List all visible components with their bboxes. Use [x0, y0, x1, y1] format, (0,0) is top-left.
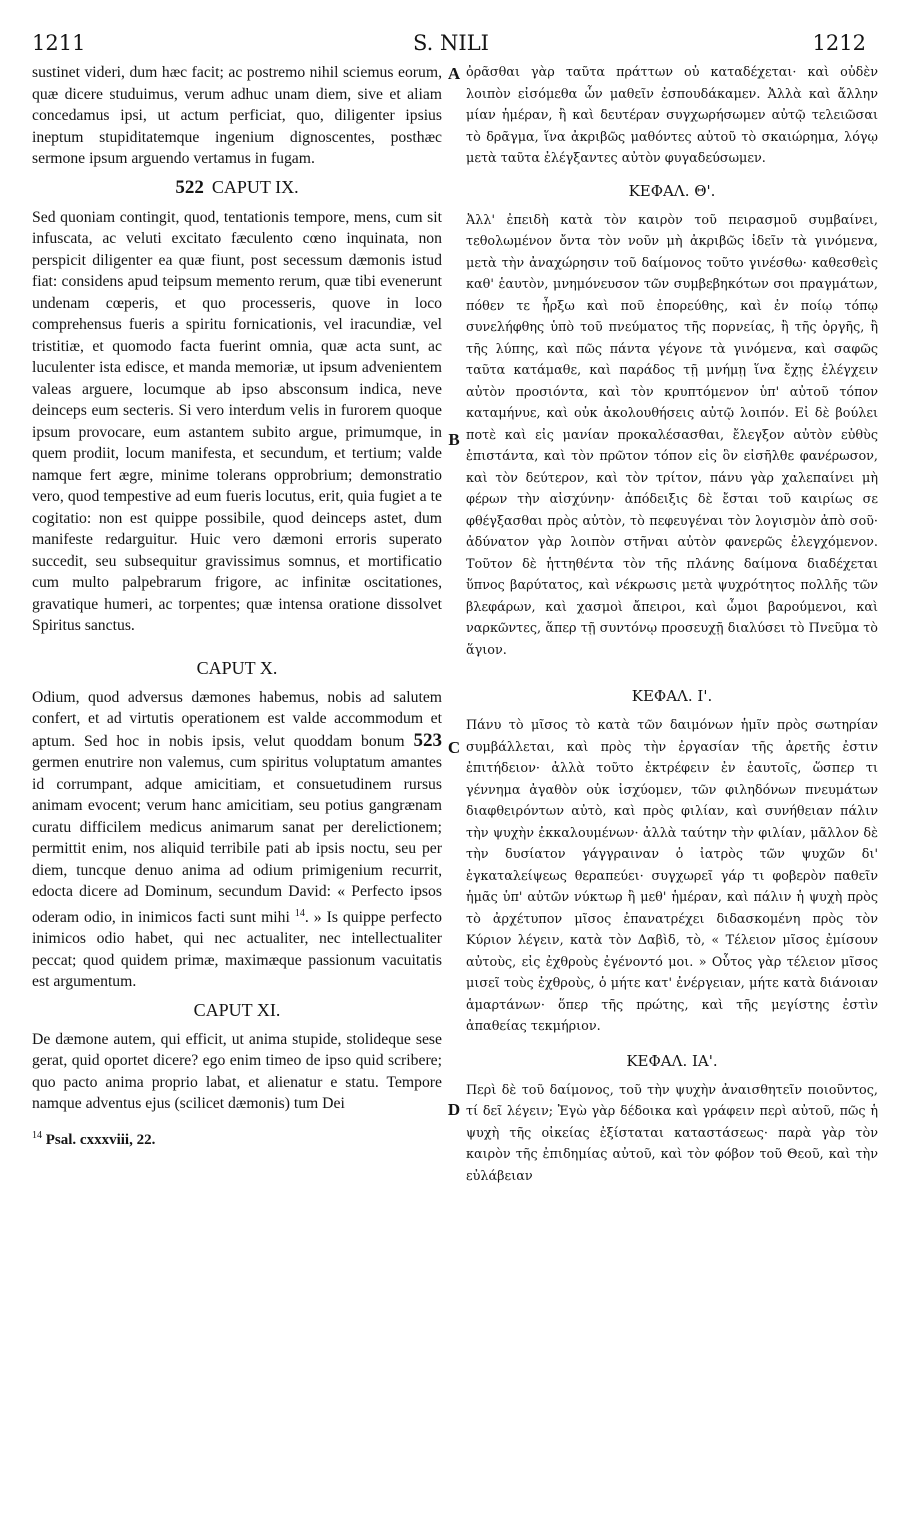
greek-chapter-10-title: ΚΕΦΑΛ. Ι'. [631, 687, 713, 705]
greek-chapter-9-title: ΚΕΦΑΛ. Θ'. [628, 181, 716, 200]
latin-chapter-10-text-b: germen enutrire non valemus, cum spiritus voluptatum amantes id corrumpant, adque amicitiam, et consuetudinem rursus animam evocent; verum hanc amicitiam, seu potius gangrænam curatu difficilem medicus animarum sanat per derelictionem; permittit enim, nos aliquid terribile pati ab ipsis noctu, seu per diem, tuncque denuo anima ad odium primigenium recurrit, edocta dicere ad Dominum, secundum David: « Perfecto ipsos oderam odio, in inimicos facti sunt mihi [32, 754, 442, 926]
running-title: S. NILI [413, 31, 489, 55]
margin-letter-d: D [447, 1100, 461, 1119]
greek-chapter-11-title: ΚΕΦΑΛ. ΙΑ'. [626, 1051, 718, 1070]
margin-letter-c: C [447, 738, 461, 757]
greek-chapter-10-text: Πάνυ τὸ μῖσος τὸ κατὰ τῶν δαιμόνων ἡμῖν πρὸς σωτηρίαν συμβάλλεται, καὶ πρὸς τὴν ἐργασίαν τῆς ἀρετῆς ἐστιν ἐπιτήδειον· ἀλλὰ τοῦτο ἐκτρέφειν ἐν ἑαυτοῖς, ὥσπερ τι γέννημα ἀγαθὸν οὐκ ἰσχύομεν, τῶν φιληδόνων πνευμάτων διαφθειρόντων αὐτὸ, καὶ πρὸς φιλίαν, καὶ συνήθειαν πάλιν τὴν ψυχὴν ἐκκαλουμένων· ἀλλὰ ταύτην τὴν φιλίαν, μᾶλλον δὲ τὴν δυσίατον γάγγραιναν ὁ ἰατρὸς τῶν ψυχῶν δι' ἐγκαταλείψεως θεραπεύει· συγχωρεῖ γάρ τι φοβερὸν παθεῖν ἡμᾶς ὑπ' αὐτῶν νύκτωρ ἢ μεθ' ἡμέραν, καὶ πάλιν ἡ ψυχὴ πρὸς τὸ ἀρχέτυπον μῖσος ἐπανατρέχει διδασκομένη πρὸς τὸν Κύριον λέγειν, κατὰ τὸν Δαβὶδ, τὸ, « Τέλειον μῖσος ἐμίσουν αὐτοὺς, εἰς ἐχθροὺς ἐγένοντό μοι. » Οὗτος γὰρ τέλειον μῖσος μισεῖ τοὺς ἐχθροὺς, ὁ μήτε κατ' ἐνέργειαν, μήτε κατὰ διάνοιαν ἁμαρτάνων· ὅπερ τῆς πρώτης, καὶ τῆς μεγίστης ἐστὶν ἀπαθείας τεκμήριον. [466, 718, 878, 1034]
latin-chapter-9-title: CAPUT IX. [211, 176, 299, 197]
greek-intro-paragraph: ὀρᾶσθαι γὰρ ταῦτα πράττων οὐ καταδέχεται· καὶ οὐδὲν λοιπὸν εἰσόμεθα ὧν μαθεῖν ἐσπουδάκαμεν. Ἀλλὰ καὶ ἄλλην μίαν ἡμέραν, ἢ καὶ δευτέραν συγχωρήσωμεν αὐτῷ τελειῶσαι τὸ δρᾶγμα, ἵνα ἀκριβῶς μαθόντες αὐτοῦ τὸ σκαιώρημα, λόγῳ μετὰ ταῦτα ἐλέγξαντες αὐτὸν φυγαδεύσωμεν. [466, 65, 878, 166]
footnote-ref: 14 [294, 907, 305, 919]
latin-column [32, 62, 442, 1151]
column-number-523: 523 [413, 729, 442, 751]
footnote-text: Psal. cxxxviii, 22. [45, 1131, 156, 1148]
greek-chapter-9-text: Ἀλλ' ἐπειδὴ κατὰ τὸν καιρὸν τοῦ πειρασμοῦ συμβαίνει, τεθολωμένον ὄντα τὸν νοῦν μὴ ἀκριβῶς ἰδεῖν τὰ γινόμενα, μετὰ τὴν ἀναχώρησιν τοῦ δαίμονος τοῦτο γινέσθω· καθεσθεὶς καθ' ἑαυτὸν, μνημόνευσον τῶν συμβεβηκότων σοι πραγμάτων, πόθεν τε ἦρξω καὶ ποῦ ἐπορεύθης, καὶ ἐν ποίῳ τόπῳ συνελήφθης ὑπὸ τοῦ πνεύματος τῆς πορνείας, ἢ τῆς ὀργῆς, ἢ τῆς λύπης, καὶ πῶς πάντα γέγονε τὰ γινόμενα, καὶ σαφῶς ταῦτα κατάμαθε, καὶ παράδος τῇ μνήμῃ ἵνα ἔχῃς ἐλέγχειν αὐτὸν προσιόντα, καὶ τὸν κρυπτόμενον ὑπ' αὐτοῦ τόπον καταμήνυε, καὶ οὐκ ἀκολουθήσεις αὐτῷ λοιπόν. Εἰ δὲ βούλει ποτὲ καὶ εἰς μανίαν προκαλέσασθαι, ἔλεγξον αὐτὸν εὐθὺς ἐπιστάντα, καὶ τὸν πρῶτον τόπον εἰς ὃν εἰσῆλθε φανέρωσον, καὶ τὸν δεύτερον, καὶ τὸν τρίτον, πάνυ γὰρ χαλεπαίνει μὴ φέρων τὴν αἰσχύνην· ἀπόδειξις δὲ ἔσται τοῦ καιρίως σε φθέγξασθαι πρὸς αὐτὸν, τὸ πεφευγέναι τὸν λογισμὸν ἀπὸ σοῦ· ἀδύνατον γὰρ λοιπὸν στῆναι αὐτὸν φανερῶς ἐλεγχόμενον. Τοῦτον δὲ ἡττηθέντα τὸν τῆς πλάνης δαίμονα διαδέχεται ὕπνος βαρύτατος, καὶ νέκρωσις μετὰ ψυχρότητος πολλῆς τῶν βλεφάρων, καὶ χασμοὶ ἄπειροι, καὶ ὦμοι βαρούμενοι, καὶ ναρκῶντες, ἅπερ τῇ συντόνῳ προσευχῇ διαλύσει τὸ Πνεῦμα τὸ ἅγιον. [466, 212, 878, 658]
latin-chapter-9-text: Sed quoniam contingit, quod, tentationis tempore, mens, cum sit infuscata, ac veluti excitato fæculento cœno inquinata, non perspicit diligenter ea quæ fiunt, post secessum dæmonis istud fiat: considens apud teipsum memento rerum, quæ tibi evenerunt undenam cœperis, et quo processeris, quove in loco comprehensus fueris a spiritu fornicationis, vel iracundiæ, vel tristitiæ, et quomodo facta fuerint omnia, quæ acta sunt, ac luculenter ista edisce, et manda memoriæ, ut ipsum advenientem valeas arguere, locumque ab ipso absconsum indica, neve deinceps eum secteris. Si vero interdum velis in furorem quoque ipsum provocare, eum astantem subito argue, primumque, in quem prodiit, locum manifesta, et secundum, et tertium; valde namque fert ægre, minime tolerans opprobrium; demonstratio vero, quod tempestive ad eum fueris locutus, erit, quia fugiet a te cogitatio: non est quippe possibile, quod deinceps astet, dum manifeste redarguitur. Huic vero dæmoni erroris superato succedit, seu subsequitur gravissimus somnus, et mortificatio cum multo palpebrarum frigore, ac infinitæ oscitationes, gravatique humeri, ac torpentes; quæ intensa oratione dissolvet Spiritus sanctus. [32, 208, 442, 634]
page-number-left: 1211 [32, 31, 86, 55]
latin-chapter-11-title: CAPUT XI. [193, 999, 281, 1020]
footnote-number: 14 [32, 1129, 42, 1141]
latin-chapter-9-heading [32, 176, 442, 199]
latin-chapter-11-text: De dæmone autem, qui efficit, ut anima stupide, stolideque sese gerat, quid oportet dicere? ego enim timeo de ipso quid scribere; quo pacto anima proprio labat, et alienatur e statu. Tempore namque adventus ejus (scilicet dæmonis) tum Dei [32, 1030, 442, 1113]
latin-intro-paragraph: sustinet videri, dum hæc facit; ac postremo nihil sciemus eorum, quæ dicere studuimus, verum adhuc unam diem, sive et aliam concedamus ipsi, ut actum perficiat, quo, diligenter ipsius ineptum stupiditatemque ingenium dignoscentes, posthæc sermone ipsum arguendo vertamus in fugam. [32, 64, 442, 167]
latin-chapter-10-text-a: Odium, quod adversus dæmones habemus, nobis ad salutem confert, et ad virtutis operationem est valde accommodum et aptum. Sed hoc in nobis ipsis, velut quoddam bonum [32, 688, 442, 750]
greek-chapter-11-text: Περὶ δὲ τοῦ δαίμονος, τοῦ τὴν ψυχὴν ἀναισθητεῖν ποιοῦντος, τί δεῖ λέγειν; Ἐγὼ γὰρ δέδοικα καὶ γράφειν περὶ αὐτοῦ, πῶς ἡ ψυχὴ τῆς οἰκείας ἐξίσταται καταστάσεως· παρὰ γὰρ τὸν καιρὸν τῆς ἐπιδημίας αὐτοῦ, καὶ τὸν φόβον τοῦ Θεοῦ, καὶ τὴν εὐλάβειαν [466, 1082, 878, 1184]
latin-chapter-10-text-c: . » Is quippe perfecto inimicos odio habet, qui nec actualiter, nec intellectualiter peccat; quod quidem primæ, maximæque passionum vacuitatis est argumentum. [32, 908, 442, 991]
footnote [32, 1125, 442, 1152]
column-number-522: 522 [175, 176, 204, 198]
page-number-right: 1212 [812, 31, 866, 55]
greek-column [466, 62, 878, 1187]
margin-letter-a: A [447, 64, 461, 83]
margin-letter-b: B [448, 430, 460, 449]
latin-chapter-10-title: CAPUT X. [196, 657, 278, 678]
latin-chapter-10-text [32, 687, 442, 993]
